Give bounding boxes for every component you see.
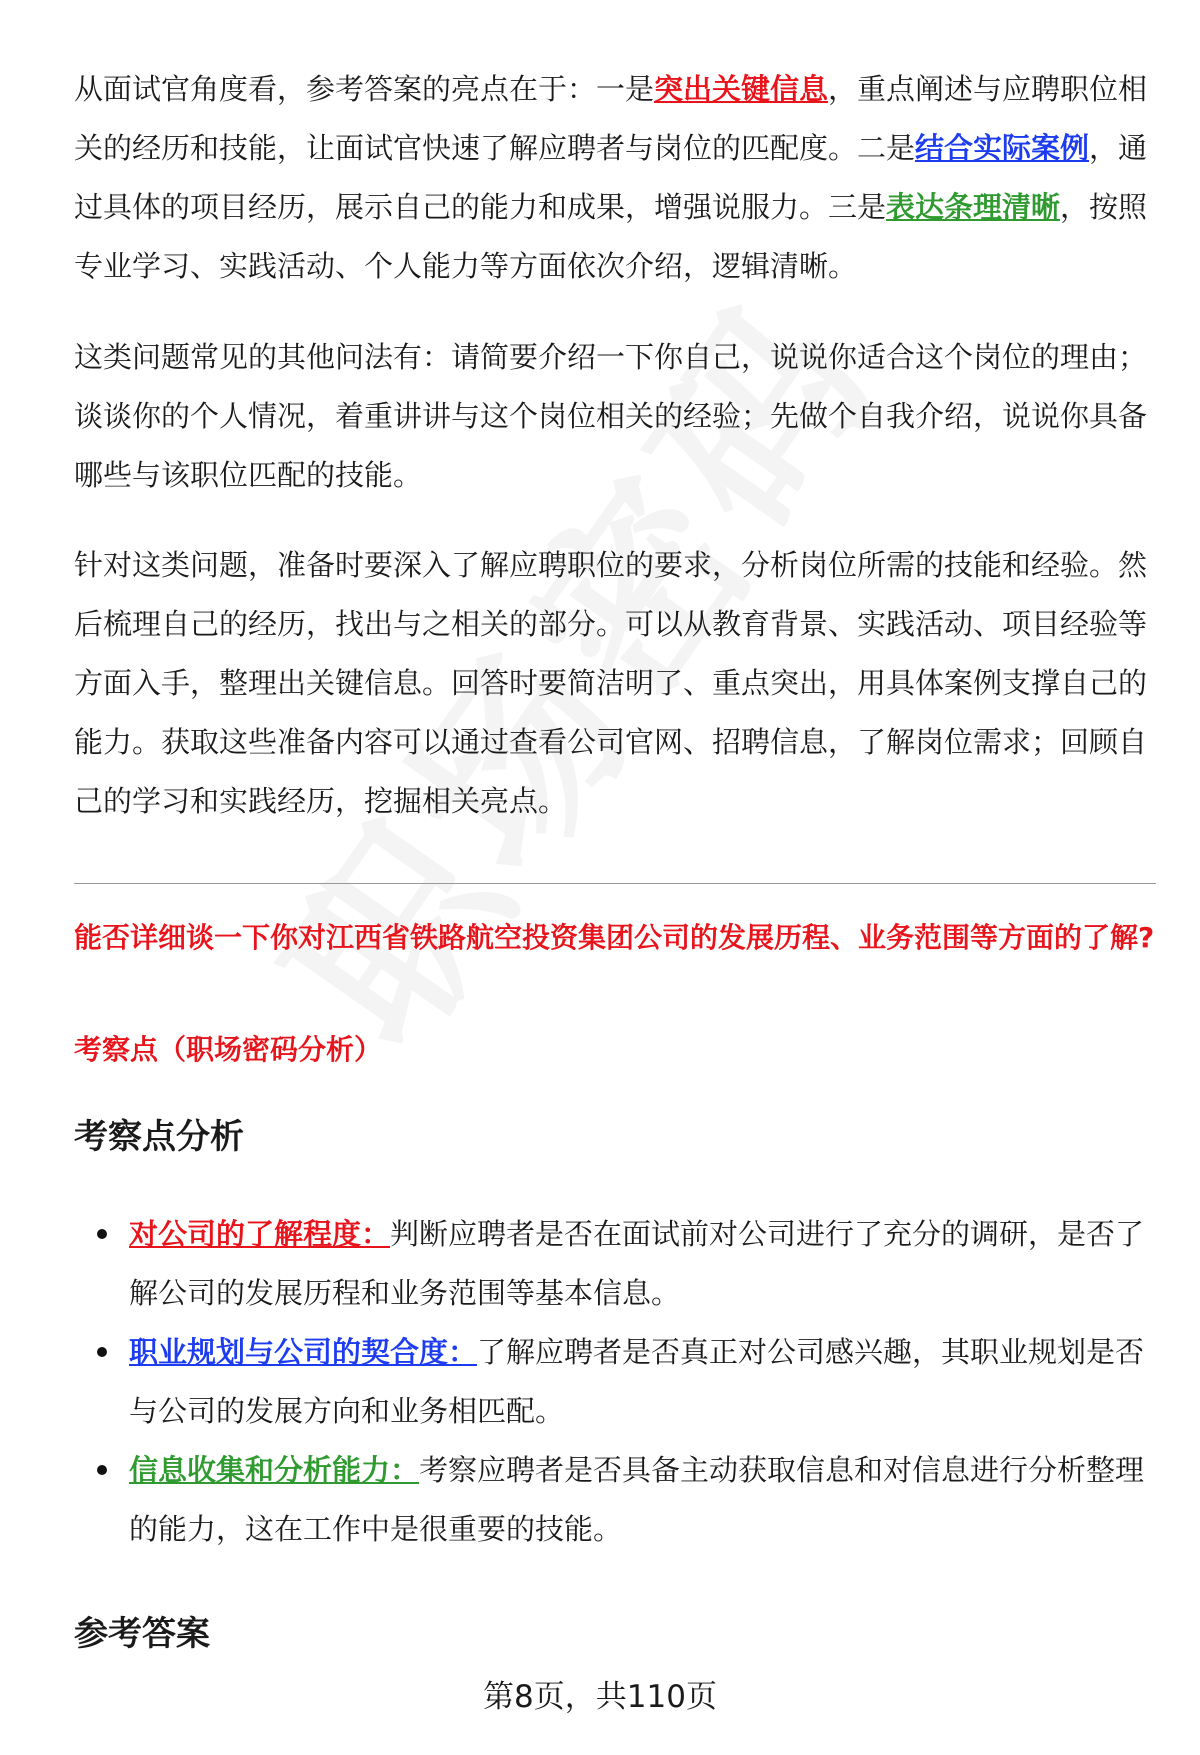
analysis-item	[74, 1323, 1160, 1441]
analysis-item-label: 对公司的了解程度：	[129, 1217, 391, 1251]
highlight-clear: 表达条理清晰	[886, 190, 1061, 224]
analysis-list	[74, 1205, 1160, 1559]
analysis-item-text: 考察应聘者是否具备主动获取信息和对信息进行分析整理的能力，这在工作中是很重要的技能。	[129, 1453, 1145, 1546]
text-span: ，通过具体的项目经历，展示自己的能力和成果，增强说服力。三是	[74, 131, 1148, 224]
page-number: 第8页，共110页	[483, 1679, 717, 1715]
analysis-heading: 考察点分析	[74, 1117, 244, 1157]
answer-heading: 参考答案	[74, 1614, 210, 1654]
analysis-item	[74, 1441, 1160, 1559]
bullet-icon	[97, 1347, 107, 1357]
bullet-icon	[97, 1465, 107, 1475]
section-divider	[74, 883, 1156, 884]
text-span: ，重点阐述与应聘职位相关的经历和技能，让面试官快速了解应聘者与岗位的匹配度。二是	[74, 72, 1148, 165]
question-subtitle: 考察点（职场密码分析）	[74, 1033, 383, 1066]
paragraph-preparation: 针对这类问题，准备时要深入了解应聘职位的要求，分析岗位所需的技能和经验。然后梳理自己的经历，找出与之相关的部分。可以从教育背景、实践活动、项目经验等方面入手，整理出关键信息。回答时要简洁明了、重点突出，用具体案例支撑自己的能力。获取这些准备内容可以通过查看公司官网、招聘信息，了解岗位需求；回顾自己的学习和实践经历，挖掘相关亮点。	[74, 548, 1148, 818]
analysis-item	[74, 1205, 1160, 1323]
analysis-item-text: 了解应聘者是否真正对公司感兴趣，其职业规划是否与公司的发展方向和业务相匹配。	[129, 1335, 1145, 1428]
paragraph-other-questions: 这类问题常见的其他问法有：请简要介绍一下你自己，说说你适合这个岗位的理由；谈谈你的个人情况，着重讲讲与这个岗位相关的经验；先做个自我介绍，说说你具备哪些与该职位匹配的技能。	[74, 340, 1148, 492]
text-span: 从面试官角度看，参考答案的亮点在于：一是	[74, 72, 655, 106]
bullet-icon	[97, 1229, 107, 1239]
analysis-item-label: 信息收集和分析能力：	[129, 1453, 420, 1487]
text-span: ，按照专业学习、实践活动、个人能力等方面依次介绍，逻辑清晰。	[74, 190, 1148, 283]
paragraph-highlights	[74, 60, 1160, 296]
question-title: 能否详细谈一下你对江西省铁路航空投资集团公司的发展历程、业务范围等方面的了解?	[74, 921, 1155, 954]
analysis-item-label: 职业规划与公司的契合度：	[129, 1335, 478, 1369]
highlight-case: 结合实际案例	[915, 131, 1090, 165]
highlight-key-info: 突出关键信息	[654, 72, 829, 106]
analysis-item-text: 判断应聘者是否在面试前对公司进行了充分的调研，是否了解公司的发展历程和业务范围等基本信息。	[129, 1217, 1145, 1310]
